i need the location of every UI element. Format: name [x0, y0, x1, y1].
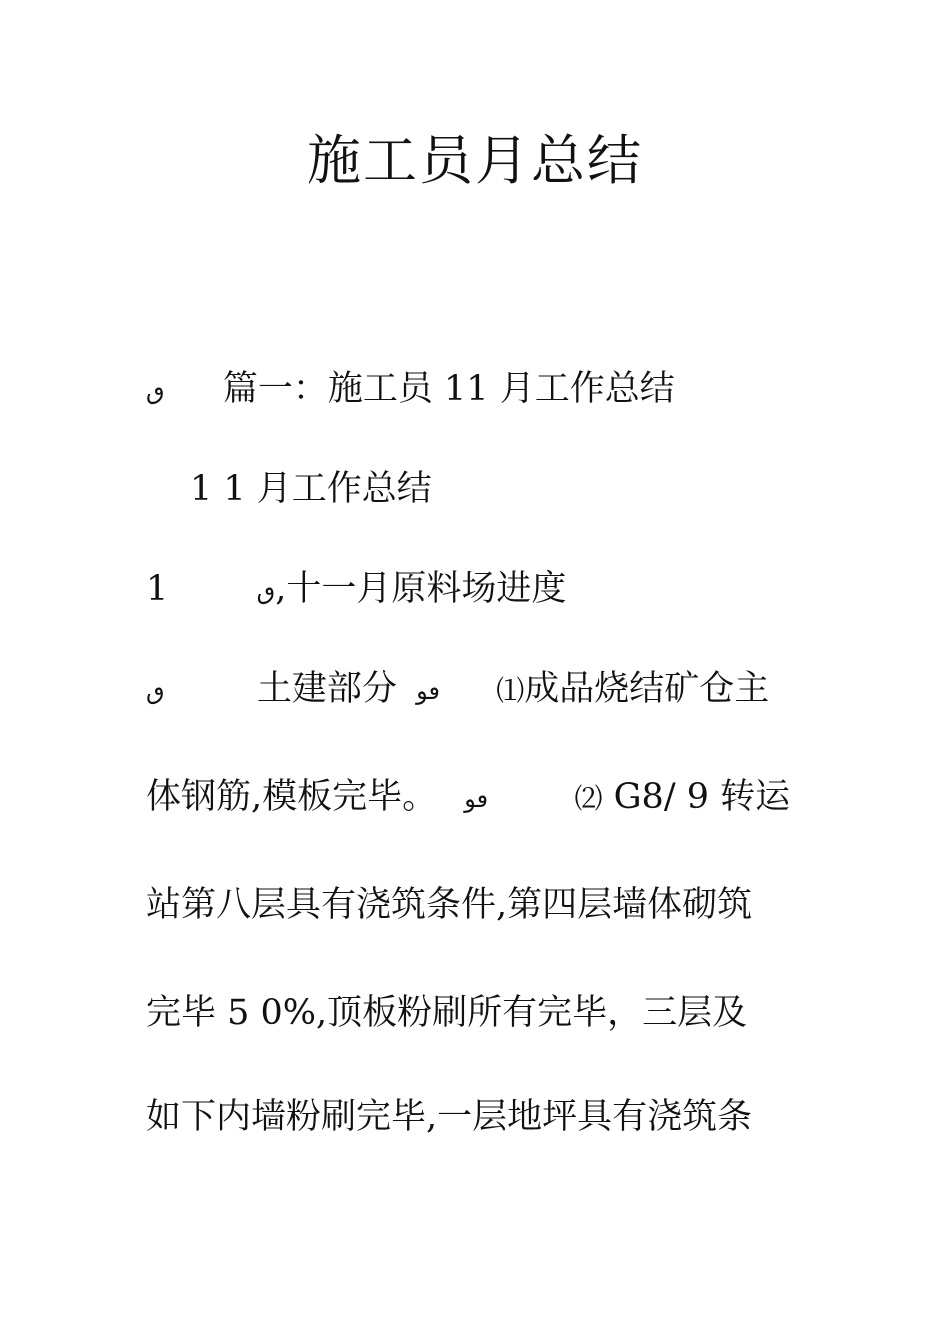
body-text: 体钢筋,模板完毕。: [146, 777, 438, 817]
heading-line-1: [146, 366, 675, 414]
body-line-2: [146, 774, 806, 822]
body-text: G8/ 9 转运: [613, 777, 791, 817]
item-number: 1: [146, 569, 169, 609]
body-line-3: [146, 882, 752, 928]
inline-mark: ٯو: [464, 784, 489, 813]
body-text: 土建部分: [256, 669, 397, 709]
body-text: 如下内墙粉刷完毕,一层地坪具有浇筑条: [146, 1097, 753, 1137]
bullet-mark: ٯ: [256, 576, 276, 605]
body-line-5: [146, 1094, 752, 1140]
bullet-mark: ٯ: [146, 376, 165, 405]
inline-mark: ٯو: [416, 676, 440, 705]
body-text: 成品烧结矿仓主: [524, 669, 770, 709]
body-text: 完毕 5 0%,顶板粉刷所有完毕，三层及: [146, 993, 748, 1033]
body-text: 站第八层具有浇筑条件,第四层墙体砌筑: [146, 885, 753, 925]
body-line-1: [146, 666, 806, 714]
page-title: 施工员月总结: [307, 129, 643, 192]
subheading-text: 1 1 月工作总结: [190, 469, 432, 509]
bullet-mark: ٯ: [146, 676, 165, 705]
item-text: ,十一月原料场进度: [275, 569, 567, 609]
subheading-line: [190, 466, 432, 512]
item-line-1: [146, 566, 566, 614]
list-number: ⑴: [496, 674, 525, 707]
body-line-4: [146, 990, 747, 1036]
section-heading: 篇一：施工员 11 月工作总结: [222, 369, 675, 409]
list-number: ⑵: [574, 782, 603, 815]
